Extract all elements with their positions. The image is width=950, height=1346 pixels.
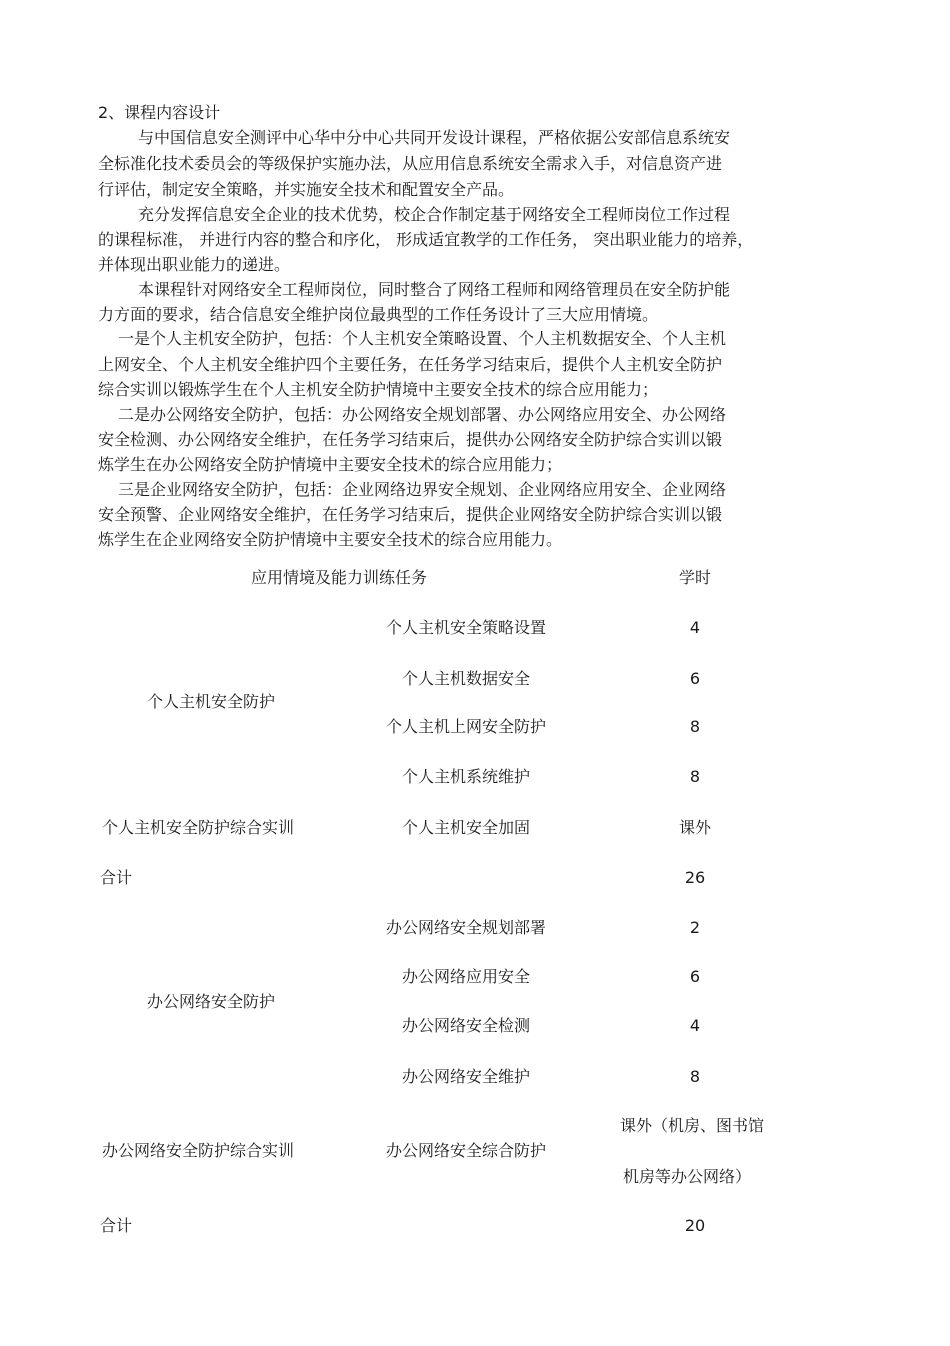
- total-hours: 26: [684, 868, 706, 887]
- paragraph-line: 的课程标准， 并进行内容的整合和序化， 形成适宜教学的工作任务， 突出职业能力的培养，: [98, 230, 754, 249]
- paragraph-line: 与中国信息安全测评中心华中分中心共同开发设计课程，严格依据公安部信息系统安: [138, 128, 731, 147]
- training-name: 个人主机安全防护综合实训: [102, 818, 295, 837]
- task-cell: 个人主机系统维护: [401, 767, 531, 786]
- scenario-name: 个人主机安全防护: [146, 692, 276, 711]
- hours-cell: 8: [689, 1067, 701, 1086]
- total-label: 合计: [100, 868, 133, 887]
- paragraph-line: 力方面的要求，结合信息安全维护岗位最典型的工作任务设计了三大应用情境。: [98, 305, 659, 324]
- paragraph-line: 本课程针对网络安全工程师岗位，同时整合了网络工程师和网络管理员在安全防护能: [138, 280, 731, 299]
- paragraph-line: 三是企业网络安全防护，包括：企业网络边界安全规划、企业网络应用安全、企业网络: [118, 480, 727, 499]
- total-label: 合计: [100, 1216, 133, 1235]
- hours-cell: 8: [689, 717, 701, 736]
- section-heading: 2、课程内容设计: [98, 103, 221, 122]
- paragraph-line: 一是个人主机安全防护，包括：个人主机安全策略设置、个人主机数据安全、个人主机: [118, 329, 727, 348]
- table-header-hours: 学时: [678, 568, 712, 587]
- paragraph-line: 并体现出职业能力的递进。: [98, 255, 291, 274]
- paragraph-line: 上网安全、个人主机安全维护四个主要任务，在任务学习结束后，提供个人主机安全防护: [98, 355, 723, 374]
- task-cell: 办公网络应用安全: [401, 967, 531, 986]
- task-cell: 个人主机上网安全防护: [385, 717, 547, 736]
- task-cell: 个人主机安全策略设置: [385, 618, 547, 637]
- paragraph-line: 行评估，制定安全策略，并实施安全技术和配置安全产品。: [98, 180, 515, 199]
- task-cell: 办公网络安全规划部署: [385, 918, 547, 937]
- scenario-name: 办公网络安全防护: [146, 992, 276, 1011]
- hours-cell: 6: [689, 967, 701, 986]
- hours-cell: 2: [689, 918, 701, 937]
- paragraph-line: 安全检测、办公网络安全维护，在任务学习结束后，提供办公网络安全防护综合实训以锻: [98, 430, 723, 449]
- paragraph-line: 安全预警、企业网络安全维护，在任务学习结束后，提供企业网络安全防护综合实训以锻: [98, 505, 723, 524]
- table-header-task: 应用情境及能力训练任务: [250, 568, 428, 587]
- hours-cell: 课外: [678, 818, 712, 837]
- paragraph-line: 炼学生在企业网络安全防护情境中主要安全技术的综合应用能力。: [98, 530, 563, 549]
- task-cell: 个人主机数据安全: [401, 669, 531, 688]
- hours-cell: 机房等办公网络）: [622, 1167, 752, 1186]
- total-hours: 20: [684, 1216, 706, 1235]
- hours-cell: 4: [689, 618, 701, 637]
- training-name: 办公网络安全防护综合实训: [102, 1141, 295, 1160]
- task-cell: 办公网络安全维护: [401, 1067, 531, 1086]
- paragraph-line: 炼学生在办公网络安全防护情境中主要安全技术的综合应用能力；: [98, 455, 563, 474]
- task-cell: 个人主机安全加固: [401, 818, 531, 837]
- paragraph-line: 全标准化技术委员会的等级保护实施办法，从应用信息系统安全需求入手，对信息资产进: [98, 154, 723, 173]
- hours-cell: 6: [689, 669, 701, 688]
- hours-cell: 8: [689, 767, 701, 786]
- task-cell: 办公网络安全检测: [401, 1016, 531, 1035]
- paragraph-line: 综合实训以锻炼学生在个人主机安全防护情境中主要安全技术的综合应用能力；: [98, 380, 659, 399]
- hours-cell: 课外（机房、图书馆: [619, 1116, 765, 1135]
- task-cell: 办公网络安全综合防护: [385, 1141, 547, 1160]
- paragraph-line: 二是办公网络安全防护，包括：办公网络安全规划部署、办公网络应用安全、办公网络: [118, 405, 727, 424]
- hours-cell: 4: [689, 1016, 701, 1035]
- paragraph-line: 充分发挥信息安全企业的技术优势，校企合作制定基于网络安全工程师岗位工作过程: [138, 205, 731, 224]
